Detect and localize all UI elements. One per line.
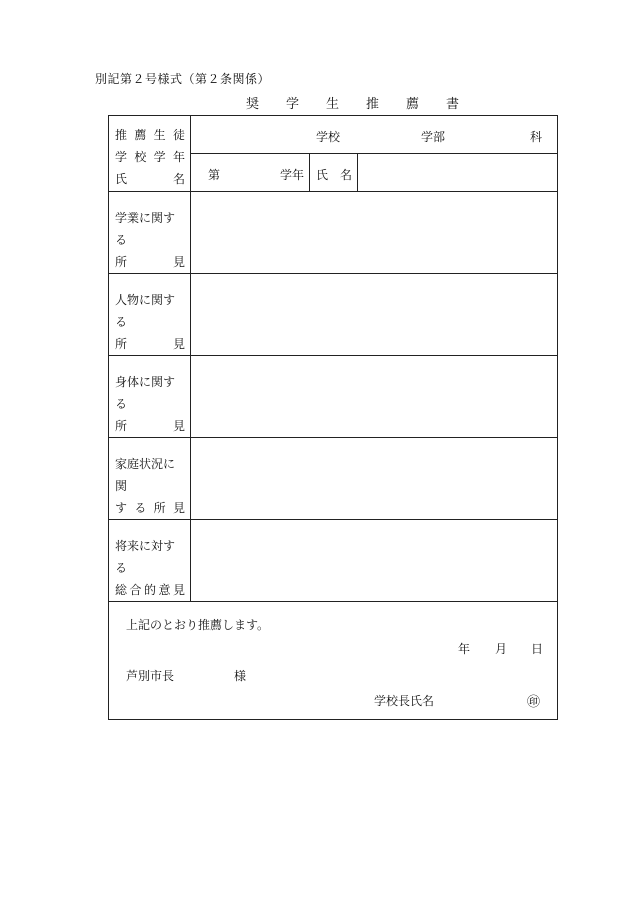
- faculty-suffix: 学部: [421, 130, 446, 144]
- health-label-cell: 身体に関する 所 見: [109, 356, 191, 438]
- future-opinion-field[interactable]: [191, 520, 558, 602]
- student-label-cell: [109, 116, 191, 192]
- grade-name-row: [191, 154, 558, 192]
- name-label-cell: [310, 154, 358, 191]
- school-suffix: 学校: [316, 130, 341, 144]
- academic-label-cell: 学業に関する 所 見: [109, 192, 191, 274]
- seal-mark: ㊞: [527, 695, 541, 710]
- family-opinion-field[interactable]: [191, 438, 558, 520]
- principal-label: 学校長氏名: [374, 694, 435, 708]
- future-label-cell: 将来に対する 総 合 的 意 見: [109, 520, 191, 602]
- grade-prefix: 第: [208, 168, 221, 182]
- label-line-school-grade: 学 校 学 年: [115, 150, 185, 164]
- grade-field[interactable]: [191, 154, 310, 191]
- recommend-text: 上記のとおり推薦します。: [126, 618, 270, 632]
- character-label-cell: 人物に関する 所 見: [109, 274, 191, 356]
- character-opinion-field[interactable]: [191, 274, 558, 356]
- grade-suffix: 学年: [280, 168, 305, 182]
- honorific-label: 様: [234, 669, 247, 683]
- year-label: 年: [458, 642, 471, 656]
- mayor-label: 芦別市長: [126, 669, 175, 683]
- recommendation-form-table: [108, 115, 558, 720]
- family-label-cell: 家庭状況に関 す る 所 見: [109, 438, 191, 520]
- endorsement-cell: [109, 602, 558, 720]
- health-opinion-field[interactable]: [191, 356, 558, 438]
- name-label: 氏 名: [316, 168, 353, 182]
- form-heading: 別記第２号様式（第２条関係）: [95, 72, 271, 86]
- day-label: 日: [531, 642, 544, 656]
- department-suffix: 科: [530, 130, 543, 144]
- form-title: 奨学生推薦書: [246, 97, 487, 112]
- academic-opinion-field[interactable]: [191, 192, 558, 274]
- month-label: 月: [495, 642, 508, 656]
- label-line-name: 氏 名: [115, 172, 185, 186]
- label-line-student: 推 薦 生 徒: [115, 128, 185, 142]
- school-field[interactable]: [191, 116, 558, 154]
- name-field[interactable]: [358, 154, 557, 191]
